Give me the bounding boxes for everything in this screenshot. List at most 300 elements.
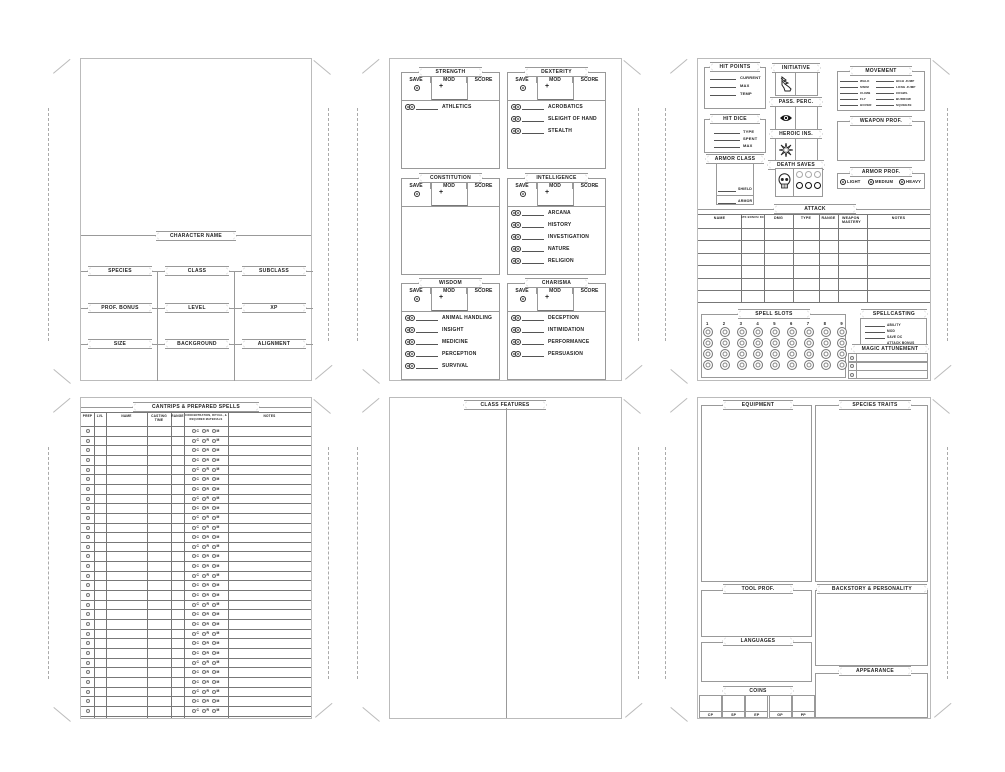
- fold-corner-line: [932, 399, 949, 414]
- spell-ritual-toggle[interactable]: [202, 680, 206, 684]
- death-save-failure-2[interactable]: [805, 182, 812, 189]
- skill-label: STEALTH: [548, 128, 573, 134]
- spell-ritual-toggle[interactable]: [202, 526, 206, 530]
- spell-material-toggle[interactable]: [212, 487, 216, 491]
- movement-burrow-input[interactable]: [876, 94, 894, 99]
- spell-prepared-toggle[interactable]: [86, 506, 90, 510]
- ability-block-wisdom: [401, 283, 500, 380]
- spell-material-toggle[interactable]: [212, 680, 216, 684]
- death-save-success-1[interactable]: [796, 171, 803, 178]
- save-cell: [508, 73, 538, 100]
- score-cell[interactable]: [468, 179, 499, 206]
- crm-label: C: [196, 592, 200, 597]
- movement-swim-input[interactable]: [840, 82, 858, 87]
- score-cell[interactable]: [574, 179, 605, 206]
- sheet-page-1: [80, 58, 312, 381]
- score-cell[interactable]: [574, 284, 605, 311]
- skill-bonus-line[interactable]: [522, 235, 544, 240]
- skill-bonus-line[interactable]: [416, 316, 438, 321]
- spell-prepared-toggle[interactable]: [86, 603, 90, 607]
- skill-label: SURVIVAL: [442, 363, 469, 369]
- armor-prof-heavy-toggle[interactable]: [899, 179, 905, 185]
- species-traits-box[interactable]: [815, 405, 928, 582]
- skill-bonus-line[interactable]: [522, 316, 544, 321]
- languages-box[interactable]: [701, 642, 812, 682]
- crm-label: M: [216, 602, 220, 607]
- magic-attunement-slot-3[interactable]: [848, 370, 928, 379]
- spell-prepared-toggle[interactable]: [86, 593, 90, 597]
- field-input-class[interactable]: [161, 278, 233, 304]
- spell-slot-8-1[interactable]: [821, 327, 831, 337]
- spell-slot-3-1[interactable]: [737, 327, 747, 337]
- skill-row-persuasion[interactable]: [511, 351, 583, 357]
- saving-throw-proficiency-toggle[interactable]: [414, 85, 420, 91]
- appearance-box[interactable]: [815, 673, 928, 718]
- skill-label: PERFORMANCE: [548, 339, 590, 345]
- spell-ritual-toggle[interactable]: [202, 497, 206, 501]
- skill-row-deception[interactable]: [511, 315, 579, 321]
- spell-concentration-toggle[interactable]: [192, 661, 196, 665]
- spell-material-toggle[interactable]: [212, 603, 216, 607]
- spell-concentration-toggle[interactable]: [192, 680, 196, 684]
- attack-row[interactable]: [698, 291, 930, 302]
- armor-prof-light-toggle[interactable]: [840, 179, 846, 185]
- spell-prepared-toggle[interactable]: [86, 545, 90, 549]
- spell-prepared-toggle[interactable]: [86, 641, 90, 645]
- fold-corner-line: [315, 365, 332, 380]
- mod-cell[interactable]: [432, 73, 468, 100]
- movement-high-jump-input[interactable]: [876, 76, 894, 81]
- field-input-level[interactable]: [161, 315, 233, 341]
- crm-label: R: [206, 505, 210, 510]
- movement-crawl-input[interactable]: [876, 88, 894, 93]
- spell-prepared-toggle[interactable]: [86, 670, 90, 674]
- crm-label: C: [196, 447, 200, 452]
- attunement-toggle[interactable]: [850, 356, 854, 360]
- coin-ep-label: EP: [754, 712, 760, 717]
- skill-proficiency-expertise-icon[interactable]: [511, 246, 520, 252]
- spell-ritual-toggle[interactable]: [202, 574, 206, 578]
- skill-proficiency-expertise-icon[interactable]: [511, 351, 520, 357]
- spell-concentration-toggle[interactable]: [192, 439, 196, 443]
- spell-ritual-toggle[interactable]: [202, 622, 206, 626]
- skill-proficiency-expertise-icon[interactable]: [405, 363, 414, 369]
- saving-throw-proficiency-toggle[interactable]: [520, 85, 526, 91]
- spell-prepared-toggle[interactable]: [86, 680, 90, 684]
- character-name-field[interactable]: [81, 245, 311, 267]
- skill-row-medicine[interactable]: [405, 339, 468, 345]
- mod-cell[interactable]: [538, 73, 574, 100]
- skill-row-nature[interactable]: [511, 246, 570, 252]
- field-input-species[interactable]: [84, 278, 156, 304]
- field-input-size[interactable]: [84, 351, 156, 377]
- weapon-proficiencies-box[interactable]: [837, 121, 925, 161]
- ability-block-strength: [401, 72, 500, 169]
- movement-squeeze-input[interactable]: [876, 100, 894, 105]
- spell-slot-7-4[interactable]: [804, 360, 814, 370]
- spell-slot-2-4[interactable]: [720, 360, 730, 370]
- equipment-ribbon: [723, 400, 793, 410]
- spell-concentration-toggle[interactable]: [192, 709, 196, 713]
- spell-slot-level-4: 4: [756, 321, 759, 326]
- spell-prepared-toggle[interactable]: [86, 468, 90, 472]
- movement-hover-input[interactable]: [840, 100, 858, 105]
- spell-concentration-toggle[interactable]: [192, 545, 196, 549]
- spell-slot-6-3[interactable]: [787, 349, 797, 359]
- skill-proficiency-expertise-icon[interactable]: [511, 327, 520, 333]
- skill-row-history[interactable]: [511, 222, 571, 228]
- skill-row-stealth[interactable]: [511, 128, 572, 134]
- hit-dice-max-label: MAX: [743, 143, 753, 148]
- skill-bonus-line[interactable]: [522, 259, 544, 264]
- skill-bonus-line[interactable]: [522, 247, 544, 252]
- skill-bonus-line[interactable]: [522, 340, 544, 345]
- hit-dice-spent-input[interactable]: [714, 133, 740, 140]
- spell-material-toggle[interactable]: [212, 690, 216, 694]
- spell-concentration-toggle[interactable]: [192, 487, 196, 491]
- spell-slot-7-3[interactable]: [804, 349, 814, 359]
- spell-prepared-toggle[interactable]: [86, 690, 90, 694]
- spell-slot-6-2[interactable]: [787, 338, 797, 348]
- hit-dice-ribbon: [710, 114, 760, 124]
- spell-slot-1-1[interactable]: [703, 327, 713, 337]
- skill-proficiency-expertise-icon[interactable]: [405, 339, 414, 345]
- saving-throw-proficiency-toggle[interactable]: [520, 191, 526, 197]
- spell-slot-2-2[interactable]: [720, 338, 730, 348]
- attack-row[interactable]: [698, 266, 930, 277]
- spell-slot-1-2[interactable]: [703, 338, 713, 348]
- skill-proficiency-expertise-icon[interactable]: [405, 104, 414, 110]
- spell-ritual-toggle[interactable]: [202, 651, 206, 655]
- crm-label: M: [216, 534, 220, 539]
- spell-concentration-toggle[interactable]: [192, 651, 196, 655]
- skill-row-performance[interactable]: [511, 339, 589, 345]
- spell-concentration-toggle[interactable]: [192, 603, 196, 607]
- skill-proficiency-expertise-icon[interactable]: [511, 258, 520, 264]
- spell-ritual-toggle[interactable]: [202, 632, 206, 636]
- spell-prepared-toggle[interactable]: [86, 535, 90, 539]
- spell-slot-8-2[interactable]: [821, 338, 831, 348]
- tool-proficiencies-box[interactable]: [701, 590, 812, 637]
- spell-concentration-toggle[interactable]: [192, 497, 196, 501]
- ability-block-intelligence: [507, 178, 606, 275]
- spell-material-toggle[interactable]: [212, 458, 216, 462]
- score-cell[interactable]: [574, 73, 605, 100]
- attack-row[interactable]: [698, 241, 930, 252]
- spell-material-toggle[interactable]: [212, 497, 216, 501]
- spell-ritual-toggle[interactable]: [202, 429, 206, 433]
- spell-ritual-toggle[interactable]: [202, 709, 206, 713]
- heroic-inspiration-input[interactable]: [796, 139, 817, 161]
- ability-block-constitution: [401, 178, 500, 275]
- spell-concentration-toggle[interactable]: [192, 632, 196, 636]
- spell-slot-3-2[interactable]: [737, 338, 747, 348]
- skill-row-intimidation[interactable]: [511, 327, 584, 333]
- spell-prepared-toggle[interactable]: [86, 622, 90, 626]
- ability-header: [402, 73, 499, 101]
- movement-walk-input[interactable]: [840, 76, 858, 81]
- hit-points-max-input[interactable]: [710, 80, 736, 87]
- skill-proficiency-expertise-icon[interactable]: [511, 339, 520, 345]
- skill-row-religion[interactable]: [511, 258, 574, 264]
- skill-bonus-line[interactable]: [522, 211, 544, 216]
- spell-concentration-toggle[interactable]: [192, 458, 196, 462]
- skill-bonus-line[interactable]: [522, 352, 544, 357]
- attack-row[interactable]: [698, 254, 930, 265]
- skill-bonus-line[interactable]: [522, 328, 544, 333]
- spell-material-toggle[interactable]: [212, 526, 216, 530]
- spell-ritual-toggle[interactable]: [202, 439, 206, 443]
- spellcasting-ability-input[interactable]: [865, 321, 885, 326]
- skill-bonus-line[interactable]: [522, 117, 544, 122]
- spell-material-toggle[interactable]: [212, 709, 216, 713]
- skill-bonus-line[interactable]: [522, 223, 544, 228]
- save-cell: [508, 179, 538, 206]
- spell-prepared-toggle[interactable]: [86, 487, 90, 491]
- spell-material-toggle[interactable]: [212, 574, 216, 578]
- hit-points-current-input[interactable]: [710, 72, 736, 79]
- spell-ritual-toggle[interactable]: [202, 661, 206, 665]
- spell-prepared-toggle[interactable]: [86, 612, 90, 616]
- skill-bonus-line[interactable]: [416, 328, 438, 333]
- saving-throw-proficiency-toggle[interactable]: [414, 191, 420, 197]
- fold-corner-line: [362, 369, 379, 384]
- skill-proficiency-expertise-icon[interactable]: [511, 210, 520, 216]
- field-input-xp[interactable]: [238, 315, 310, 341]
- spell-concentration-toggle[interactable]: [192, 526, 196, 530]
- skill-row-acrobatics[interactable]: [511, 104, 583, 110]
- spell-ritual-toggle[interactable]: [202, 516, 206, 520]
- skill-row-survival[interactable]: [405, 363, 468, 369]
- spell-ritual-toggle[interactable]: [202, 487, 206, 491]
- skill-row-perception[interactable]: [405, 351, 477, 357]
- spell-concentration-toggle[interactable]: [192, 516, 196, 520]
- armor-prof-medium-label: MEDIUM: [875, 179, 894, 184]
- hit-dice-type-input[interactable]: [714, 126, 740, 133]
- attunement-toggle[interactable]: [850, 373, 854, 377]
- spell-prepared-toggle[interactable]: [86, 583, 90, 587]
- saving-throw-proficiency-toggle[interactable]: [520, 296, 526, 302]
- spell-ritual-toggle[interactable]: [202, 458, 206, 462]
- crm-label: M: [216, 505, 220, 510]
- spell-material-toggle[interactable]: [212, 429, 216, 433]
- spell-ritual-toggle[interactable]: [202, 468, 206, 472]
- mod-cell[interactable]: [538, 179, 574, 206]
- crm-label: R: [206, 573, 210, 578]
- skill-row-sleight-of-hand[interactable]: [511, 116, 597, 122]
- spell-slot-7-2[interactable]: [804, 338, 814, 348]
- spell-material-toggle[interactable]: [212, 516, 216, 520]
- skill-bonus-line[interactable]: [522, 105, 544, 110]
- crm-label: R: [206, 592, 210, 597]
- ribbon-label: SPECIES TRAITS: [839, 400, 911, 410]
- skill-proficiency-expertise-icon[interactable]: [405, 327, 414, 333]
- armor-prof-ribbon: [850, 167, 912, 177]
- spell-prepared-toggle[interactable]: [86, 477, 90, 481]
- mod-sign: +: [545, 83, 550, 90]
- spell-prepared-toggle[interactable]: [86, 651, 90, 655]
- spell-slot-2-1[interactable]: [720, 327, 730, 337]
- spell-prepared-toggle[interactable]: [86, 709, 90, 713]
- hit-dice-max-input[interactable]: [714, 140, 740, 147]
- skill-proficiency-expertise-icon[interactable]: [511, 116, 520, 122]
- fold-guide-line: [947, 108, 948, 341]
- save-cell: [402, 73, 432, 100]
- crm-label: R: [206, 525, 210, 530]
- ribbon-label: PASS. PERC.: [770, 97, 823, 107]
- spell-prepared-toggle[interactable]: [86, 497, 90, 501]
- equipment-box[interactable]: [701, 405, 812, 582]
- ribbon-label: ATTACK: [774, 204, 856, 214]
- movement-fly-input[interactable]: [840, 94, 858, 99]
- spell-prepared-toggle[interactable]: [86, 564, 90, 568]
- skill-proficiency-expertise-icon[interactable]: [511, 104, 520, 110]
- spell-slot-6-1[interactable]: [787, 327, 797, 337]
- armor-prof-medium-toggle[interactable]: [868, 179, 874, 185]
- skill-row-athletics[interactable]: [405, 104, 471, 110]
- spell-slot-6-4[interactable]: [787, 360, 797, 370]
- backstory-personality-box[interactable]: [815, 590, 928, 666]
- spell-slot-3-3[interactable]: [737, 349, 747, 359]
- spellcasting-mod-input[interactable]: [865, 327, 885, 332]
- crm-label: R: [206, 554, 210, 559]
- death-save-failure-3[interactable]: [814, 182, 821, 189]
- skill-proficiency-expertise-icon[interactable]: [511, 234, 520, 240]
- spell-prepared-toggle[interactable]: [86, 699, 90, 703]
- spell-slot-level-8: 8: [823, 321, 827, 326]
- spell-material-toggle[interactable]: [212, 545, 216, 549]
- skill-proficiency-expertise-icon[interactable]: [405, 315, 414, 321]
- skill-proficiency-expertise-icon[interactable]: [405, 351, 414, 357]
- spell-concentration-toggle[interactable]: [192, 574, 196, 578]
- field-input-background[interactable]: [161, 351, 233, 377]
- spell-prepared-toggle[interactable]: [86, 632, 90, 636]
- spell-slot-3-4[interactable]: [737, 360, 747, 370]
- skill-row-animal-handling[interactable]: [405, 315, 492, 321]
- attack-ribbon: [774, 204, 856, 214]
- ribbon-label: COINS: [723, 686, 793, 696]
- spell-prepared-toggle[interactable]: [86, 429, 90, 433]
- death-save-success-2[interactable]: [805, 171, 812, 178]
- class-features-left-column[interactable]: [392, 410, 504, 716]
- crm-label: R: [206, 467, 210, 472]
- movement-climb-input[interactable]: [840, 88, 858, 93]
- attack-row[interactable]: [698, 229, 930, 240]
- crm-label: R: [206, 496, 210, 501]
- spell-prepared-toggle[interactable]: [86, 526, 90, 530]
- fold-guide-line: [328, 108, 329, 341]
- skill-row-investigation[interactable]: [511, 234, 589, 240]
- fold-corner-line: [53, 707, 70, 722]
- spell-concentration-toggle[interactable]: [192, 690, 196, 694]
- spell-slot-2-3[interactable]: [720, 349, 730, 359]
- skill-bonus-line[interactable]: [416, 105, 438, 110]
- death-save-success-3[interactable]: [814, 171, 821, 178]
- divider: [710, 95, 736, 96]
- skill-bonus-line[interactable]: [522, 129, 544, 134]
- spell-concentration-toggle[interactable]: [192, 429, 196, 433]
- score-cell[interactable]: [468, 73, 499, 100]
- spell-prepared-toggle[interactable]: [86, 448, 90, 452]
- spell-prepared-toggle[interactable]: [86, 439, 90, 443]
- spell-material-toggle[interactable]: [212, 622, 216, 626]
- movement-long-jump-input[interactable]: [876, 82, 894, 87]
- skill-row-insight[interactable]: [405, 327, 464, 333]
- skill-proficiency-expertise-icon[interactable]: [511, 222, 520, 228]
- spell-material-toggle[interactable]: [212, 661, 216, 665]
- saving-throw-proficiency-toggle[interactable]: [414, 296, 420, 302]
- attunement-toggle[interactable]: [850, 364, 854, 368]
- skill-label: MEDICINE: [442, 339, 469, 345]
- spell-slot-8-3[interactable]: [821, 349, 831, 359]
- ribbon-label: EQUIPMENT: [723, 400, 793, 410]
- movement-swim-label: SWIM: [860, 84, 869, 89]
- spell-slot-1-3[interactable]: [703, 349, 713, 359]
- skill-bonus-line[interactable]: [416, 340, 438, 345]
- attack-row[interactable]: [698, 279, 930, 290]
- spell-material-toggle[interactable]: [212, 632, 216, 636]
- spell-concentration-toggle[interactable]: [192, 468, 196, 472]
- spell-material-toggle[interactable]: [212, 439, 216, 443]
- spell-slot-8-4[interactable]: [821, 360, 831, 370]
- mod-cell[interactable]: [432, 284, 468, 311]
- spell-slot-7-1[interactable]: [804, 327, 814, 337]
- mod-cell[interactable]: [432, 179, 468, 206]
- spell-prepared-toggle[interactable]: [86, 574, 90, 578]
- spell-prepared-toggle[interactable]: [86, 516, 90, 520]
- spell-material-toggle[interactable]: [212, 468, 216, 472]
- field-input-subclass[interactable]: [238, 278, 310, 304]
- ribbon-label: LEVEL: [165, 303, 229, 313]
- fold-guide-line: [665, 447, 666, 679]
- spellcasting-save-dc-input[interactable]: [865, 333, 885, 338]
- fold-corner-line: [362, 707, 379, 722]
- death-save-failure-1[interactable]: [796, 182, 803, 189]
- spell-concentration-toggle[interactable]: [192, 622, 196, 626]
- spell-prepared-toggle[interactable]: [86, 554, 90, 558]
- spell-prepared-toggle[interactable]: [86, 661, 90, 665]
- skill-proficiency-expertise-icon[interactable]: [511, 315, 520, 321]
- skill-bonus-line[interactable]: [416, 364, 438, 369]
- skill-proficiency-expertise-icon[interactable]: [511, 128, 520, 134]
- mod-cell[interactable]: [538, 284, 574, 311]
- hit-points-temp-input[interactable]: [710, 88, 736, 95]
- initiative-input[interactable]: [796, 73, 817, 95]
- spell-ritual-toggle[interactable]: [202, 603, 206, 607]
- spell-prepared-toggle[interactable]: [86, 458, 90, 462]
- spell-ritual-toggle[interactable]: [202, 690, 206, 694]
- fold-guide-line: [357, 447, 358, 679]
- skill-bonus-line[interactable]: [416, 352, 438, 357]
- spell-slot-1-4[interactable]: [703, 360, 713, 370]
- coin-pp-label: PP: [800, 712, 806, 717]
- fold-guide-line: [48, 447, 49, 679]
- crm-label: C: [196, 544, 200, 549]
- spell-ritual-toggle[interactable]: [202, 545, 206, 549]
- field-ribbon-species: [88, 266, 152, 276]
- passive-perception-input[interactable]: [796, 107, 817, 129]
- skill-row-arcana[interactable]: [511, 210, 571, 216]
- class-features-right-column[interactable]: [508, 410, 620, 716]
- field-input-prof-bonus[interactable]: [84, 315, 156, 341]
- spell-material-toggle[interactable]: [212, 651, 216, 655]
- field-input-alignment[interactable]: [238, 351, 310, 377]
- score-cell[interactable]: [468, 284, 499, 311]
- fold-corner-line: [670, 369, 687, 384]
- crm-label: C: [196, 583, 200, 587]
- portrait-area[interactable]: [81, 59, 311, 235]
- mod-label: MOD: [538, 183, 573, 189]
